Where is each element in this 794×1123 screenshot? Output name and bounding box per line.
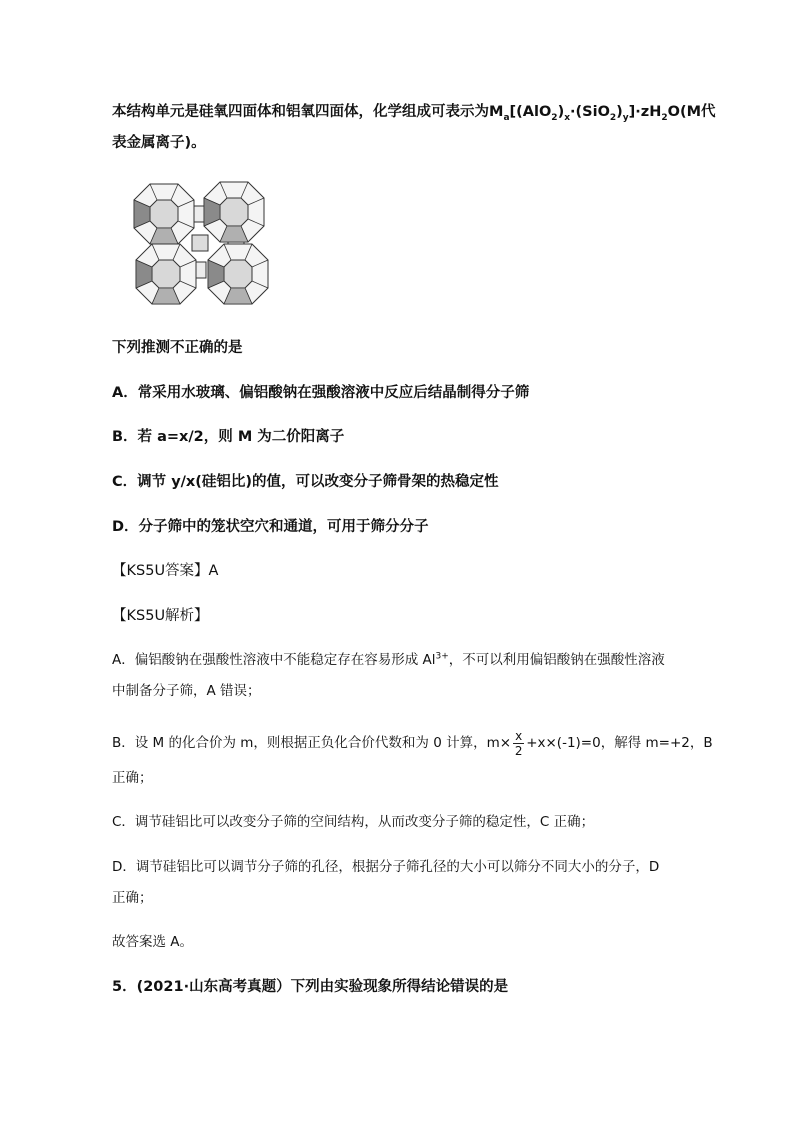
analysis-heading: 【KS5U解析】	[112, 608, 209, 624]
analysis-c-line: C．调节硅铝比可以改变分子筛的空间结构，从而改变分子筛的稳定性，C 正确；	[112, 814, 595, 830]
analysis-a-line-2: 中制备分子筛，A 错误；	[112, 683, 261, 699]
next-question: 5．(2021·山东高考真题）下列由实验现象所得结论错误的是	[112, 979, 509, 995]
intro-line-1: 本结构单元是硅氧四面体和铝氧四面体，化学组成可表示为$M_a[(AlO_2)_x\cdot(SiO_2)_y]\cdot zH_2O(M$代	[112, 104, 716, 123]
option-d: D．分子筛中的笼状空穴和通道，可用于筛分分子	[112, 519, 429, 535]
fraction-x-over-2: $\frac{x}{2}$	[514, 728, 523, 758]
analysis-a-line-1: A．偏铝酸钠在强酸性溶液中不能稳定存在容易形成 $Al^{3+}$，不可以利用偏铝酸钠在强酸性溶液	[112, 651, 665, 668]
analysis-b-line-1: B．设 M 的化合价为 m，则根据正负化合价代数和为 0 计算，m× $\frac{x}{2}$ +x×(-1)=0，解得 m=+2，B	[112, 728, 713, 758]
analysis-d-line-2: 正确；	[112, 890, 153, 906]
analysis-d-line-1: D．调节硅铝比可以调节分子筛的孔径，根据分子筛孔径的大小可以筛分不同大小的分子，D	[112, 859, 660, 875]
option-a: A．常采用水玻璃、偏铝酸钠在强酸溶液中反应后结晶制得分子筛	[112, 385, 530, 401]
molecular-sieve-structure-figure	[128, 180, 280, 308]
answer-label: 【KS5U答案】A	[112, 563, 219, 579]
analysis-conclusion: 故答案选 A。	[112, 934, 194, 950]
option-c: C．调节 y/x(硅铝比)的值，可以改变分子筛骨架的热稳定性	[112, 474, 499, 490]
question-stem: 下列推测不正确的是	[112, 340, 243, 356]
option-b: B．若 a=x/2，则 M 为二价阳离子	[112, 429, 345, 445]
analysis-b-line-2: 正确；	[112, 770, 153, 786]
intro-line-2: 表金属离子)。	[112, 135, 206, 151]
